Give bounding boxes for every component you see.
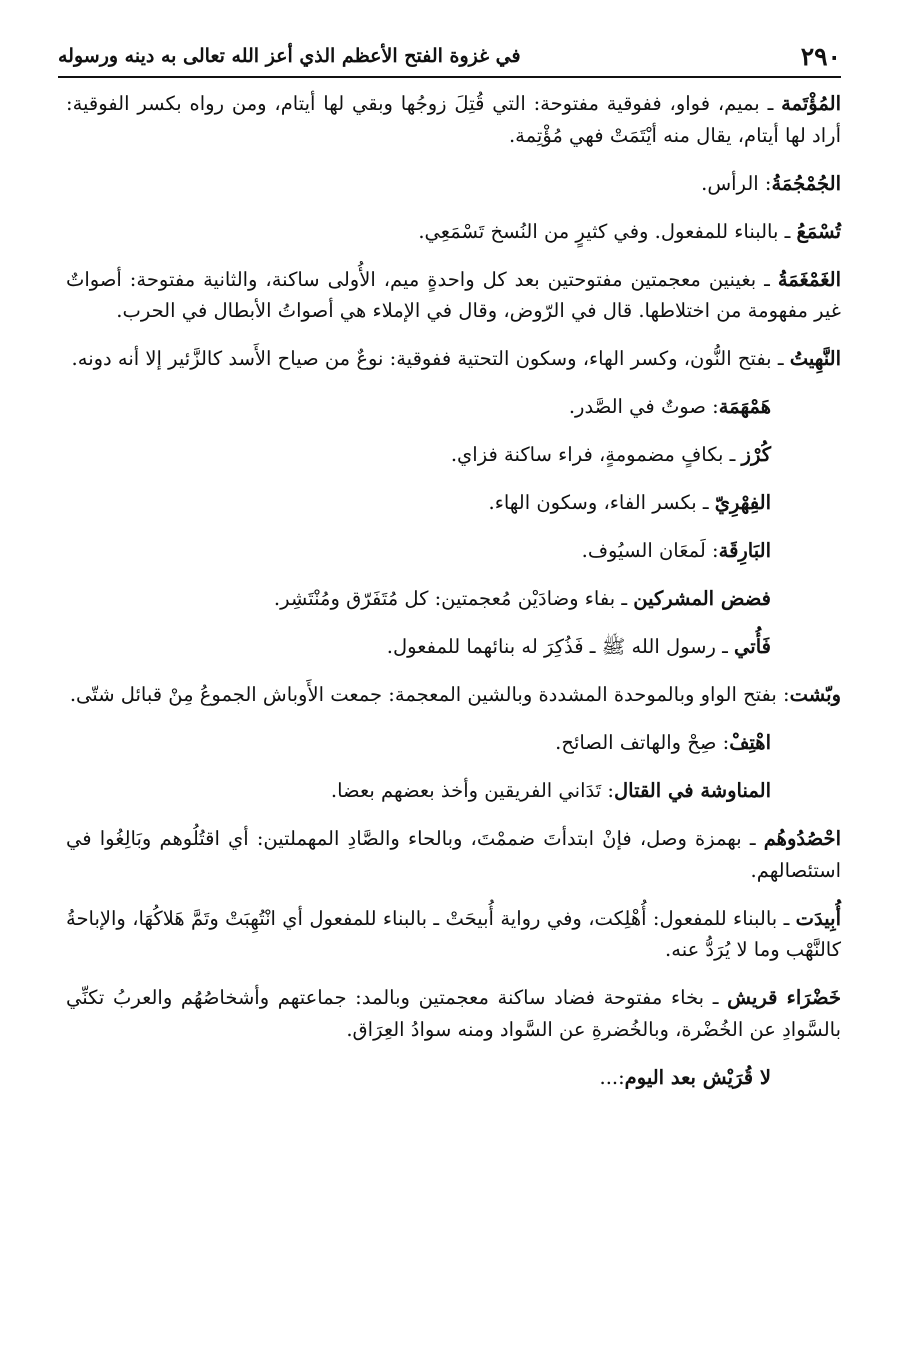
- glossary-entry: [66, 823, 841, 886]
- entry-term: كُرْز: [741, 443, 771, 466]
- entry-term: خَضْرَاء قريش: [727, 986, 841, 1009]
- entry-text: : صِحْ والهاتف الصائح.: [555, 731, 730, 754]
- glossary-entry: [66, 982, 841, 1045]
- entry-term: الغَمْغَمَةُ: [777, 267, 841, 291]
- glossary-entry: [66, 727, 841, 759]
- entry-term: اهْتِفْ: [729, 731, 771, 754]
- page-number: ٢٩٠: [800, 41, 841, 71]
- entry-term: لا قُرَيْش بعد اليوم: [624, 1065, 771, 1089]
- entry-term: احْصُدُوهُم: [763, 827, 841, 850]
- entry-text: ـ رسول الله ﷺ ـ فَذُكِرَ له بنائهما للمفعول.: [386, 635, 735, 658]
- running-title: في غزوة الفتح الأعظم الذي أعز الله تعالى به دينه ورسوله: [58, 45, 521, 67]
- entry-text: ـ بفتح النُّون، وكسر الهاء، وسكون التحتية ففوقية: نوعٌ من صياح الأَسد كالزَّئير إلا أنه دونه.: [71, 347, 790, 370]
- entry-text: ـ بكسر الفاء، وسكون الهاء.: [488, 491, 715, 514]
- glossary-entry: [66, 583, 841, 615]
- glossary-entry: [66, 439, 841, 471]
- entry-term: النَّهِيتُ: [789, 347, 841, 370]
- entry-term: الجُمْجُمَةُ: [771, 171, 841, 195]
- glossary-entry: [66, 487, 841, 519]
- page-header: [58, 36, 841, 78]
- entry-term: فضض المشركين: [633, 587, 771, 610]
- entry-term: الفِهْرِيّ: [714, 491, 771, 514]
- entry-text: ـ بهمزة وصل، فإنْ ابتدأتَ ضممْتَ، وبالحاء والصَّادِ المهملتين: أي اقتُلُوهم وبَالِغُوا في استئصالهم.: [66, 827, 841, 882]
- entry-text: ـ بالبناء للمفعول. وفي كثيرٍ من النُسخ تَسْمَعِي.: [418, 219, 797, 243]
- glossary-content: [66, 88, 841, 1110]
- glossary-entry: [66, 535, 841, 567]
- glossary-entry: [66, 1062, 841, 1094]
- glossary-entry: [66, 168, 841, 200]
- entry-term: المُؤْتَمة: [781, 92, 841, 115]
- entry-text: : الرأس.: [701, 171, 772, 195]
- entry-term: وبّشت: [789, 683, 841, 706]
- entry-term: أُبِيدَت: [795, 906, 841, 930]
- entry-term: تُسْمَعُ: [796, 219, 841, 243]
- glossary-entry: [66, 88, 841, 151]
- entry-term: فَأُتي: [734, 635, 771, 658]
- entry-term: البَارِقَة: [718, 539, 771, 562]
- entry-text: ـ بغينين معجمتين مفتوحتين بعد كل واحدةٍ ميم، الأُولى ساكنة، والثانية مفتوحة: أصواتٌ غير مفهومة من اختلاطها. قال في الرّوض، وقال في الإملاء هي أصواتُ الأبطال في الحرب.: [66, 267, 841, 322]
- entry-text: ـ بالبناء للمفعول: أُهْلِكت، وفي رواية أُبيحَتْ ـ بالبناء للمفعول أي انْتُهِبَتْ وتَمَّ هَلاكُهَا، والإباحةُ كالنَّهْب وما لا يُرَدُّ عنه.: [66, 906, 841, 961]
- entry-text: ـ بكافٍ مضمومةٍ، فراء ساكنة فزاي.: [450, 443, 742, 466]
- entry-text: : تَدَاني الفريقين وأخذ بعضهم بعضا.: [330, 779, 614, 802]
- glossary-entry: [66, 264, 841, 327]
- entry-term: هَمْهَمَة: [718, 395, 771, 418]
- glossary-entry: [66, 679, 841, 711]
- glossary-entry: [66, 903, 841, 966]
- glossary-entry: [66, 391, 841, 423]
- glossary-entry: [66, 343, 841, 375]
- entry-text: ـ بفاء وضادَيْن مُعجمتين: كل مُتَفَرّق ومُنْتَشِر.: [273, 587, 634, 610]
- glossary-entry: [66, 775, 841, 807]
- entry-text: ـ بميم، فواو، ففوقية مفتوحة: التي قُتِلَ زوجُها وبقي لها أيتام، ومن رواه بكسر الفوقية: أراد لها أيتام، يقال منه أيْتَمَتْ فهي مُؤْتِمة.: [66, 92, 841, 147]
- glossary-entry: [66, 631, 841, 663]
- entry-text: : بفتح الواو وبالموحدة المشددة وبالشين المعجمة: جمعت الأَوباش الجموعُ مِنْ قبائل شتّى.: [69, 683, 790, 706]
- entry-text: : صوتٌ في الصَّدر.: [568, 395, 719, 418]
- entry-text: : لَمعَان السيُوف.: [581, 539, 719, 562]
- entry-term: المناوشة في القتال: [613, 779, 771, 802]
- entry-text: :...: [599, 1065, 625, 1089]
- entry-text: ـ بخاء مفتوحة فضاد ساكنة معجمتين وبالمد: جماعتهم وأشخاصُهُم والعربُ تكنِّي بالسَّوادِ عن الخُضْرة، وبالخُضرةِ عن السَّواد ومنه سوادُ العِرَاق.: [66, 986, 841, 1041]
- glossary-entry: [66, 216, 841, 248]
